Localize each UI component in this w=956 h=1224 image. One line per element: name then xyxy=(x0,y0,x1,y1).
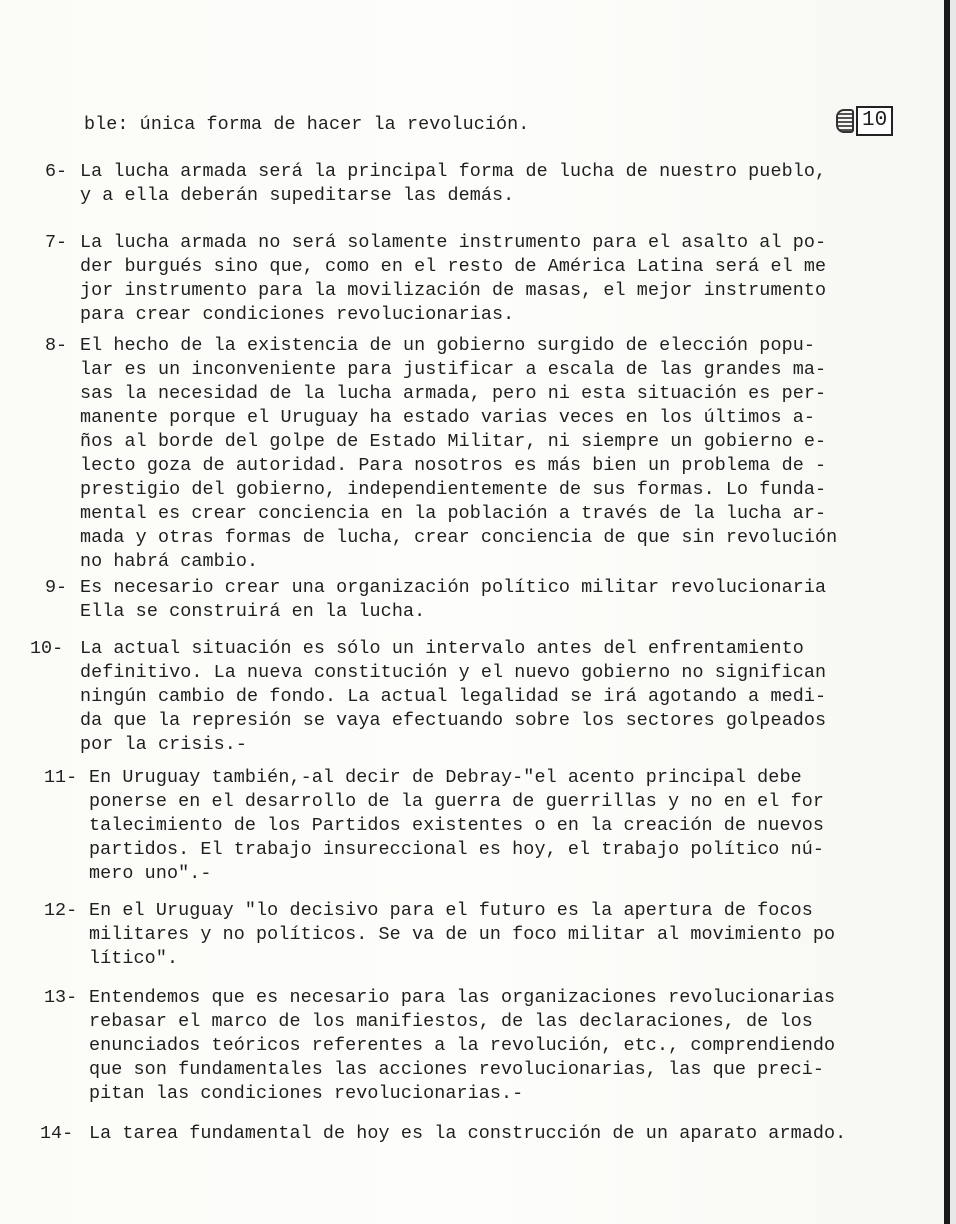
item-number: 13- xyxy=(44,987,78,1008)
text-line: mada y otras formas de lucha, crear conciencia de que sin revolución xyxy=(80,527,838,548)
stamp-icon xyxy=(836,109,854,133)
text-line: prestigio del gobierno, independientemente de sus formas. Lo funda- xyxy=(80,479,827,500)
page-number: 10 xyxy=(856,106,893,136)
item-number: 9- xyxy=(45,577,68,598)
text-line: partidos. El trabajo insureccional es hoy, el trabajo político nú- xyxy=(89,839,824,860)
item-number: 10- xyxy=(30,638,64,659)
text-line: da que la represión se vaya efectuando sobre los sectores golpeados xyxy=(80,710,827,731)
text-line: der burgués sino que, como en el resto de América Latina será el me xyxy=(80,256,827,277)
text-line: no habrá cambio. xyxy=(80,551,259,572)
text-line: talecimiento de los Partidos existentes o en la creación de nuevos xyxy=(89,815,824,836)
item-number: 8- xyxy=(45,335,68,356)
page-number-stamp xyxy=(836,106,893,136)
item-number: 6- xyxy=(45,161,68,182)
text-line: jor instrumento para la movilización de masas, el mejor instrumento xyxy=(80,280,827,301)
text-line: sas la necesidad de la lucha armada, pero ni esta situación es per- xyxy=(80,383,827,404)
text-line: definitivo. La nueva constitución y el nuevo gobierno no significan xyxy=(80,662,827,683)
text-line: La lucha armada será la principal forma de lucha de nuestro pueblo, xyxy=(80,161,827,182)
text-line: pitan las condiciones revolucionarias.- xyxy=(89,1083,524,1104)
text-line: Ella se construirá en la lucha. xyxy=(80,601,426,622)
text-line: La actual situación es sólo un intervalo antes del enfrentamiento xyxy=(80,638,804,659)
page-edge-bar xyxy=(944,0,950,1224)
text-line: lecto goza de autoridad. Para nosotros es más bien un problema de - xyxy=(80,455,827,476)
text-line: lítico". xyxy=(89,948,179,969)
text-line: Es necesario crear una organización político militar revolucionaria xyxy=(80,577,827,598)
text-line: ños al borde del golpe de Estado Militar, ni siempre un gobierno e- xyxy=(80,431,827,452)
text-line: ningún cambio de fondo. La actual legalidad se irá agotando a medi- xyxy=(80,686,827,707)
text-line: En Uruguay también,-al decir de Debray-"el acento principal debe xyxy=(89,767,802,788)
text-line: para crear condiciones revolucionarias. xyxy=(80,304,515,325)
text-line: mental es crear conciencia en la población a través de la lucha ar- xyxy=(80,503,827,524)
item-number: 14- xyxy=(40,1123,74,1144)
text-line: mero uno".- xyxy=(89,863,212,884)
text-line: rebasar el marco de los manifiestos, de las declaraciones, de los xyxy=(89,1011,813,1032)
text-line: enunciados teóricos referentes a la revolución, etc., comprendiendo xyxy=(89,1035,836,1056)
item-number: 12- xyxy=(44,900,78,921)
text-line: lar es un inconveniente para justificar a escala de las grandes ma- xyxy=(80,359,827,380)
text-line: y a ella deberán supeditarse las demás. xyxy=(80,185,515,206)
text-line: ponerse en el desarrollo de la guerra de guerrillas y no en el for xyxy=(89,791,824,812)
text-line: militares y no políticos. Se va de un foco militar al movimiento po xyxy=(89,924,836,945)
text-line: La tarea fundamental de hoy es la construcción de un aparato armado. xyxy=(89,1123,847,1144)
text-line: manente porque el Uruguay ha estado varias veces en los últimos a- xyxy=(80,407,815,428)
text-line: El hecho de la existencia de un gobierno surgido de elección popu- xyxy=(80,335,815,356)
text-line: que son fundamentales las acciones revolucionarias, las que preci- xyxy=(89,1059,824,1080)
item-number: 11- xyxy=(44,767,78,788)
text-line: ble: única forma de hacer la revolución. xyxy=(84,114,530,135)
item-number: 7- xyxy=(45,232,68,253)
text-line: En el Uruguay "lo decisivo para el futuro es la apertura de focos xyxy=(89,900,813,921)
page-edge-shadow xyxy=(950,0,956,1224)
text-line: La lucha armada no será solamente instrumento para el asalto al po- xyxy=(80,232,827,253)
text-line: Entendemos que es necesario para las organizaciones revolucionarias xyxy=(89,987,836,1008)
text-line: por la crisis.- xyxy=(80,734,248,755)
